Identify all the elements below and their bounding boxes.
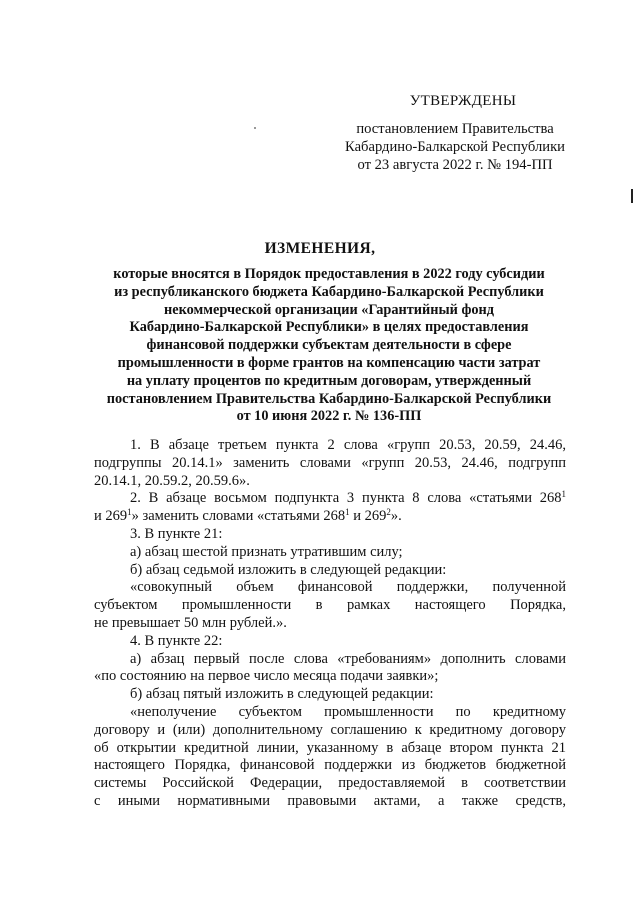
subtitle-line: Кабардино-Балкарской Республики» в целях предоставления [129, 319, 529, 336]
subtitle-line: финансовой поддержки субъектам деятельности в сфере [146, 337, 512, 354]
paragraph-4a-line-2: «по состоянию на первое число месяца подачи заявки»; [94, 668, 439, 685]
subtitle-line: от 10 июня 2022 г. № 136-ПП [236, 408, 422, 425]
paragraph-2-text: » заменить словами «статьями 268 [131, 508, 346, 525]
paragraph-4: 4. В пункте 22: [130, 632, 223, 649]
document-subtitle [86, 266, 572, 426]
paragraph-2-text: ». [390, 508, 402, 525]
quote-2-line-4: настоящего Порядка, финансовой поддержки из бюджетов бюджетной [94, 757, 566, 774]
quote-2-line-2: договору и (или) дополнительному соглашению к кредитному договору [94, 721, 566, 738]
margin-mark [631, 189, 633, 203]
paragraph-2-text: и 269 [349, 508, 387, 525]
quote-1-line-3: не превышает 50 млн рублей.». [94, 614, 287, 631]
paragraph-2-line-1 [94, 490, 566, 508]
quote-2-line-5: системы Российской Федерации, предоставляемой в соответствии [94, 775, 566, 792]
approval-line-3: от 23 августа 2022 г. № 194-ПП [357, 157, 553, 173]
approval-line-2: Кабардино-Балкарской Республики [345, 139, 565, 155]
approval-heading: УТВЕРЖДЕНЫ [409, 93, 517, 109]
paragraph-1-line-2: подгруппы 20.14.1» заменить словами «групп 20.53, 24.46, подгрупп [94, 454, 566, 471]
quote-2-line-3: об открытии кредитной линии, указанному в абзаце втором пункта 21 [94, 739, 566, 756]
document-title: ИЗМЕНЕНИЯ, [264, 240, 376, 257]
paragraph-3: 3. В пункте 21: [130, 525, 223, 542]
quote-1-line-2: субъектом промышленности в рамках настоящего Порядка, [94, 597, 566, 614]
approval-line-1: постановлением Правительства [356, 121, 554, 137]
document-body [94, 437, 566, 811]
paragraph-3b: б) абзац седьмой изложить в следующей редакции: [130, 561, 447, 578]
subtitle-line: из республиканского бюджета Кабардино-Балкарской Республики [114, 283, 544, 300]
superscript: 1 [561, 489, 566, 500]
subtitle-line: некоммерческой организации «Гарантийный фонд [164, 301, 494, 318]
superscript: 2 [386, 507, 391, 518]
paragraph-1-line-3: 20.14.1, 20.59.2, 20.59.6». [94, 472, 250, 489]
subtitle-line: постановлением Правительства Кабардино-Балкарской Республики [106, 390, 552, 407]
approval-block [330, 92, 580, 174]
paragraph-2-text: 2. В абзаце восьмом подпункта 3 пункта 8 слова «статьями 268 [130, 490, 562, 507]
quote-2-line-1: «неполучение субъектом промышленности по кредитному [130, 703, 566, 720]
quote-1-line-1: «совокупный объем финансовой поддержки, полученной [130, 579, 566, 596]
scan-speck [254, 127, 256, 129]
superscript: 1 [127, 507, 132, 518]
paragraph-3a: а) абзац шестой признать утратившим силу; [130, 543, 403, 560]
superscript: 1 [345, 507, 350, 518]
paragraph-4a-line-1: а) абзац первый после слова «требованиям» дополнить словами [130, 650, 566, 667]
subtitle-line: которые вносятся в Порядок предоставления в 2022 году субсидии [113, 266, 545, 282]
paragraph-4b: б) абзац пятый изложить в следующей редакции: [130, 686, 434, 703]
subtitle-line: на уплату процентов по кредитным договорам, утвержденный [126, 372, 532, 389]
subtitle-line: промышленности в форме грантов на компенсацию части затрат [117, 354, 541, 371]
paragraph-2-text: и 269 [94, 508, 128, 525]
paragraph-1-line-1: 1. В абзаце третьем пункта 2 слова «групп 20.53, 20.59, 24.46, [130, 437, 566, 453]
quote-2-line-6: с иными нормативными правовыми актами, а также средств, [94, 792, 566, 809]
paragraph-2-line-2 [94, 508, 566, 526]
